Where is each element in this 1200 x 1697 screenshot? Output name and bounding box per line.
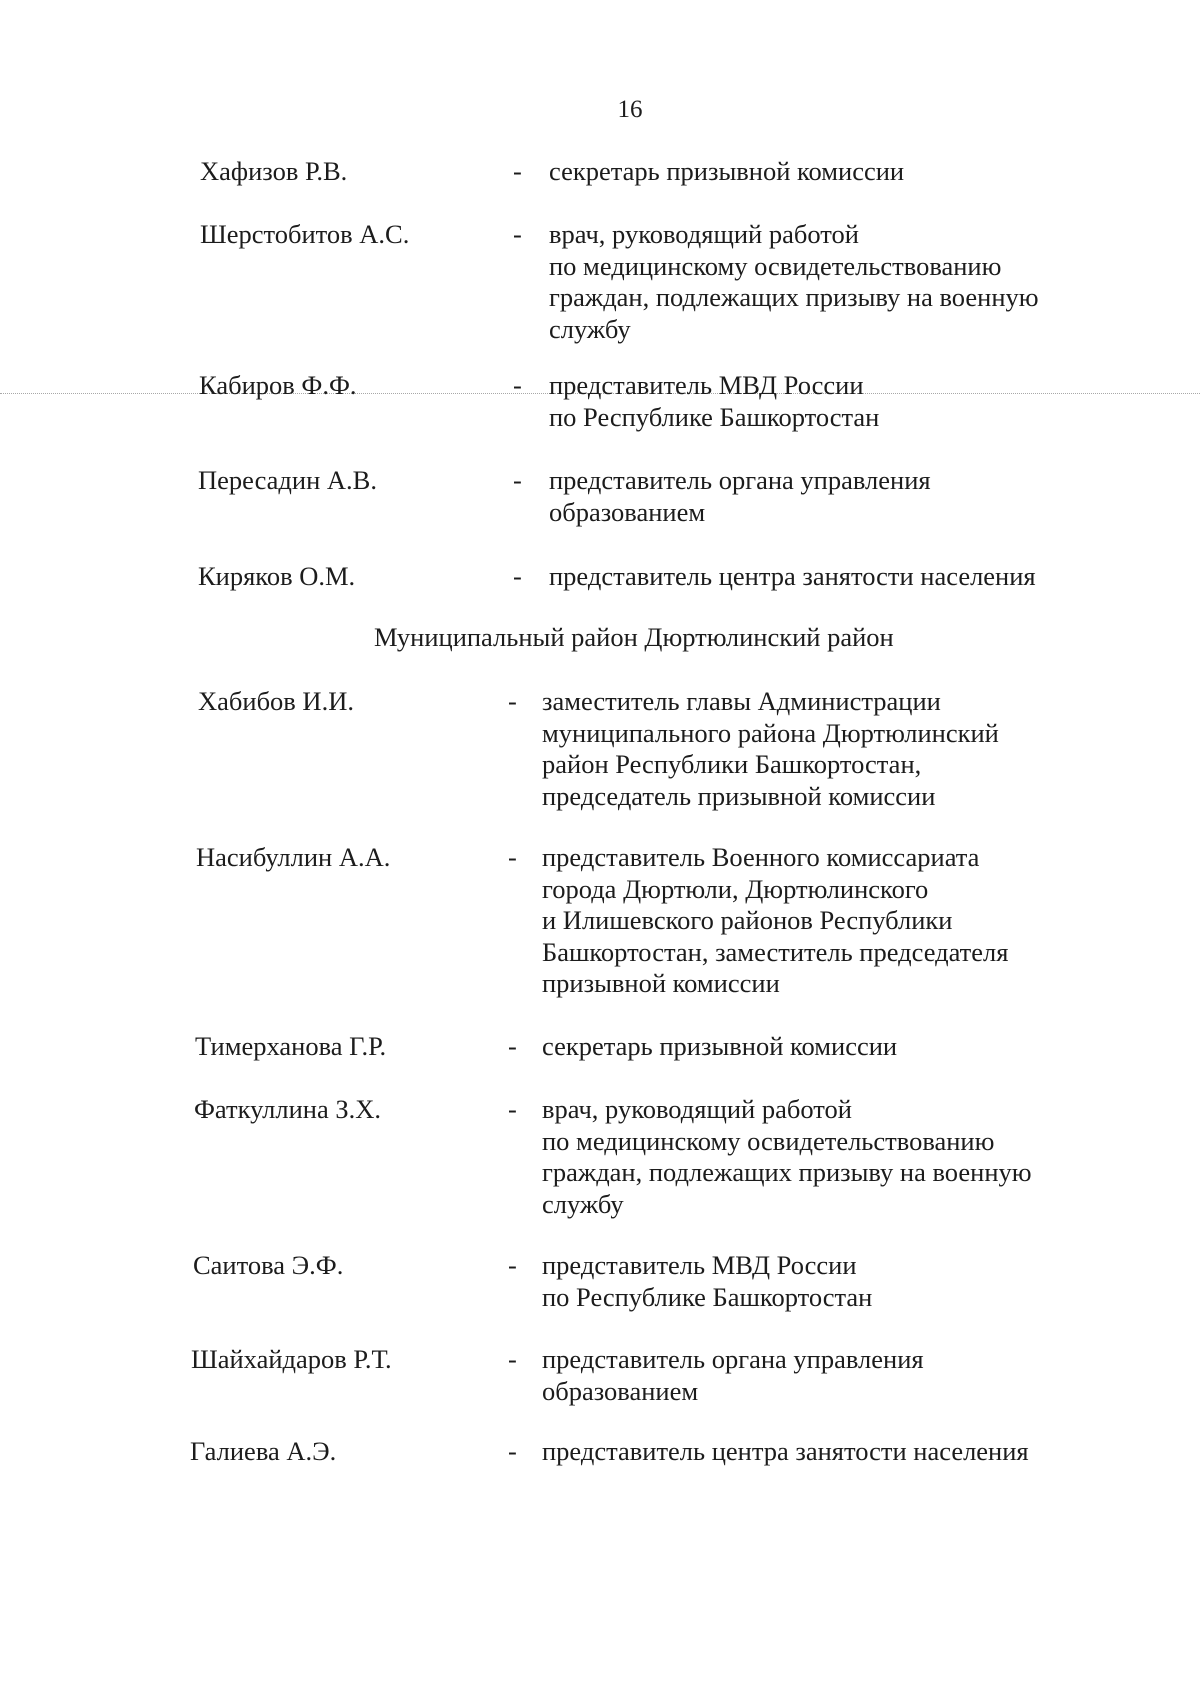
role-line: представитель Военного комиссариата [542, 842, 980, 872]
dash-separator: - [513, 465, 522, 495]
member-role [549, 219, 1109, 345]
member-role [542, 686, 1102, 812]
role-line: секретарь призывной комиссии [542, 1031, 898, 1061]
member-name: Тимерханова Г.Р. [195, 1031, 387, 1061]
section-heading: Муниципальный район Дюртюлинский район [374, 622, 894, 652]
role-line: образованием [549, 496, 706, 527]
dash-separator: - [508, 1250, 517, 1280]
member-name: Хафизов Р.В. [200, 156, 348, 186]
member-name: Кабиров Ф.Ф. [199, 370, 357, 400]
role-line: службу [549, 313, 631, 344]
member-name: Шайхайдаров Р.Т. [191, 1344, 392, 1374]
role-line: образованием [542, 1375, 699, 1406]
role-line: граждан, подлежащих призыву на военную [549, 282, 1039, 312]
dash-separator: - [513, 219, 522, 249]
member-name: Хабибов И.И. [198, 686, 354, 716]
role-line: секретарь призывной комиссии [549, 156, 905, 186]
dash-separator: - [508, 686, 517, 716]
member-role [542, 1344, 1102, 1407]
page-number: 16 [617, 96, 643, 123]
member-role [549, 465, 1109, 528]
role-line: призывной комиссии [542, 968, 780, 998]
dash-separator: - [508, 1094, 517, 1124]
role-line: граждан, подлежащих призыву на военную [542, 1157, 1032, 1187]
role-line: представитель МВД России [549, 370, 864, 400]
member-role [542, 1250, 1102, 1313]
role-line: города Дюртюли, Дюртюлинского [542, 873, 929, 904]
role-line: по медицинскому освидетельствованию [542, 1125, 995, 1156]
role-line: председатель призывной комиссии [542, 780, 936, 811]
member-name: Киряков О.М. [198, 561, 356, 591]
role-line: представитель органа управления [542, 1344, 924, 1374]
role-line: по медицинскому освидетельствованию [549, 250, 1002, 281]
role-line: заместитель главы Администрации [542, 686, 941, 716]
dash-separator: - [508, 1344, 517, 1374]
role-line: район Республики Башкортостан, [542, 749, 922, 779]
role-line: врач, руководящий работой [542, 1094, 852, 1124]
role-line: представитель органа управления [549, 465, 931, 495]
role-line: представитель центра занятости населения [542, 1436, 1029, 1466]
role-line: службу [542, 1188, 624, 1219]
member-name: Пересадин А.В. [198, 465, 377, 495]
dash-separator: - [508, 1031, 517, 1061]
member-role [549, 156, 1109, 188]
member-name: Шерстобитов А.С. [200, 219, 410, 249]
member-name: Насибуллин А.А. [196, 842, 391, 872]
dash-separator: - [513, 561, 522, 591]
dash-separator: - [513, 370, 522, 400]
role-line: и Илишевского районов Республики [542, 905, 953, 935]
role-line: представитель МВД России [542, 1250, 857, 1280]
member-role [542, 1436, 1102, 1468]
role-line: по Республике Башкортостан [542, 1281, 873, 1312]
dash-separator: - [508, 842, 517, 872]
role-line: муниципального района Дюртюлинский [542, 717, 999, 748]
role-line: представитель центра занятости населения [549, 561, 1036, 591]
member-role [542, 842, 1102, 1000]
role-line: по Республике Башкортостан [549, 401, 880, 432]
member-name: Саитова Э.Ф. [193, 1250, 344, 1280]
dash-separator: - [508, 1436, 517, 1466]
dash-separator: - [513, 156, 522, 186]
member-role [542, 1031, 1102, 1063]
member-role [542, 1094, 1102, 1220]
member-name: Галиева А.Э. [190, 1436, 337, 1466]
role-line: Башкортостан, заместитель председателя [542, 936, 1009, 967]
role-line: врач, руководящий работой [549, 219, 859, 249]
member-role [549, 561, 1109, 593]
member-role [549, 370, 1109, 433]
member-name: Фаткуллина З.Х. [194, 1094, 382, 1124]
